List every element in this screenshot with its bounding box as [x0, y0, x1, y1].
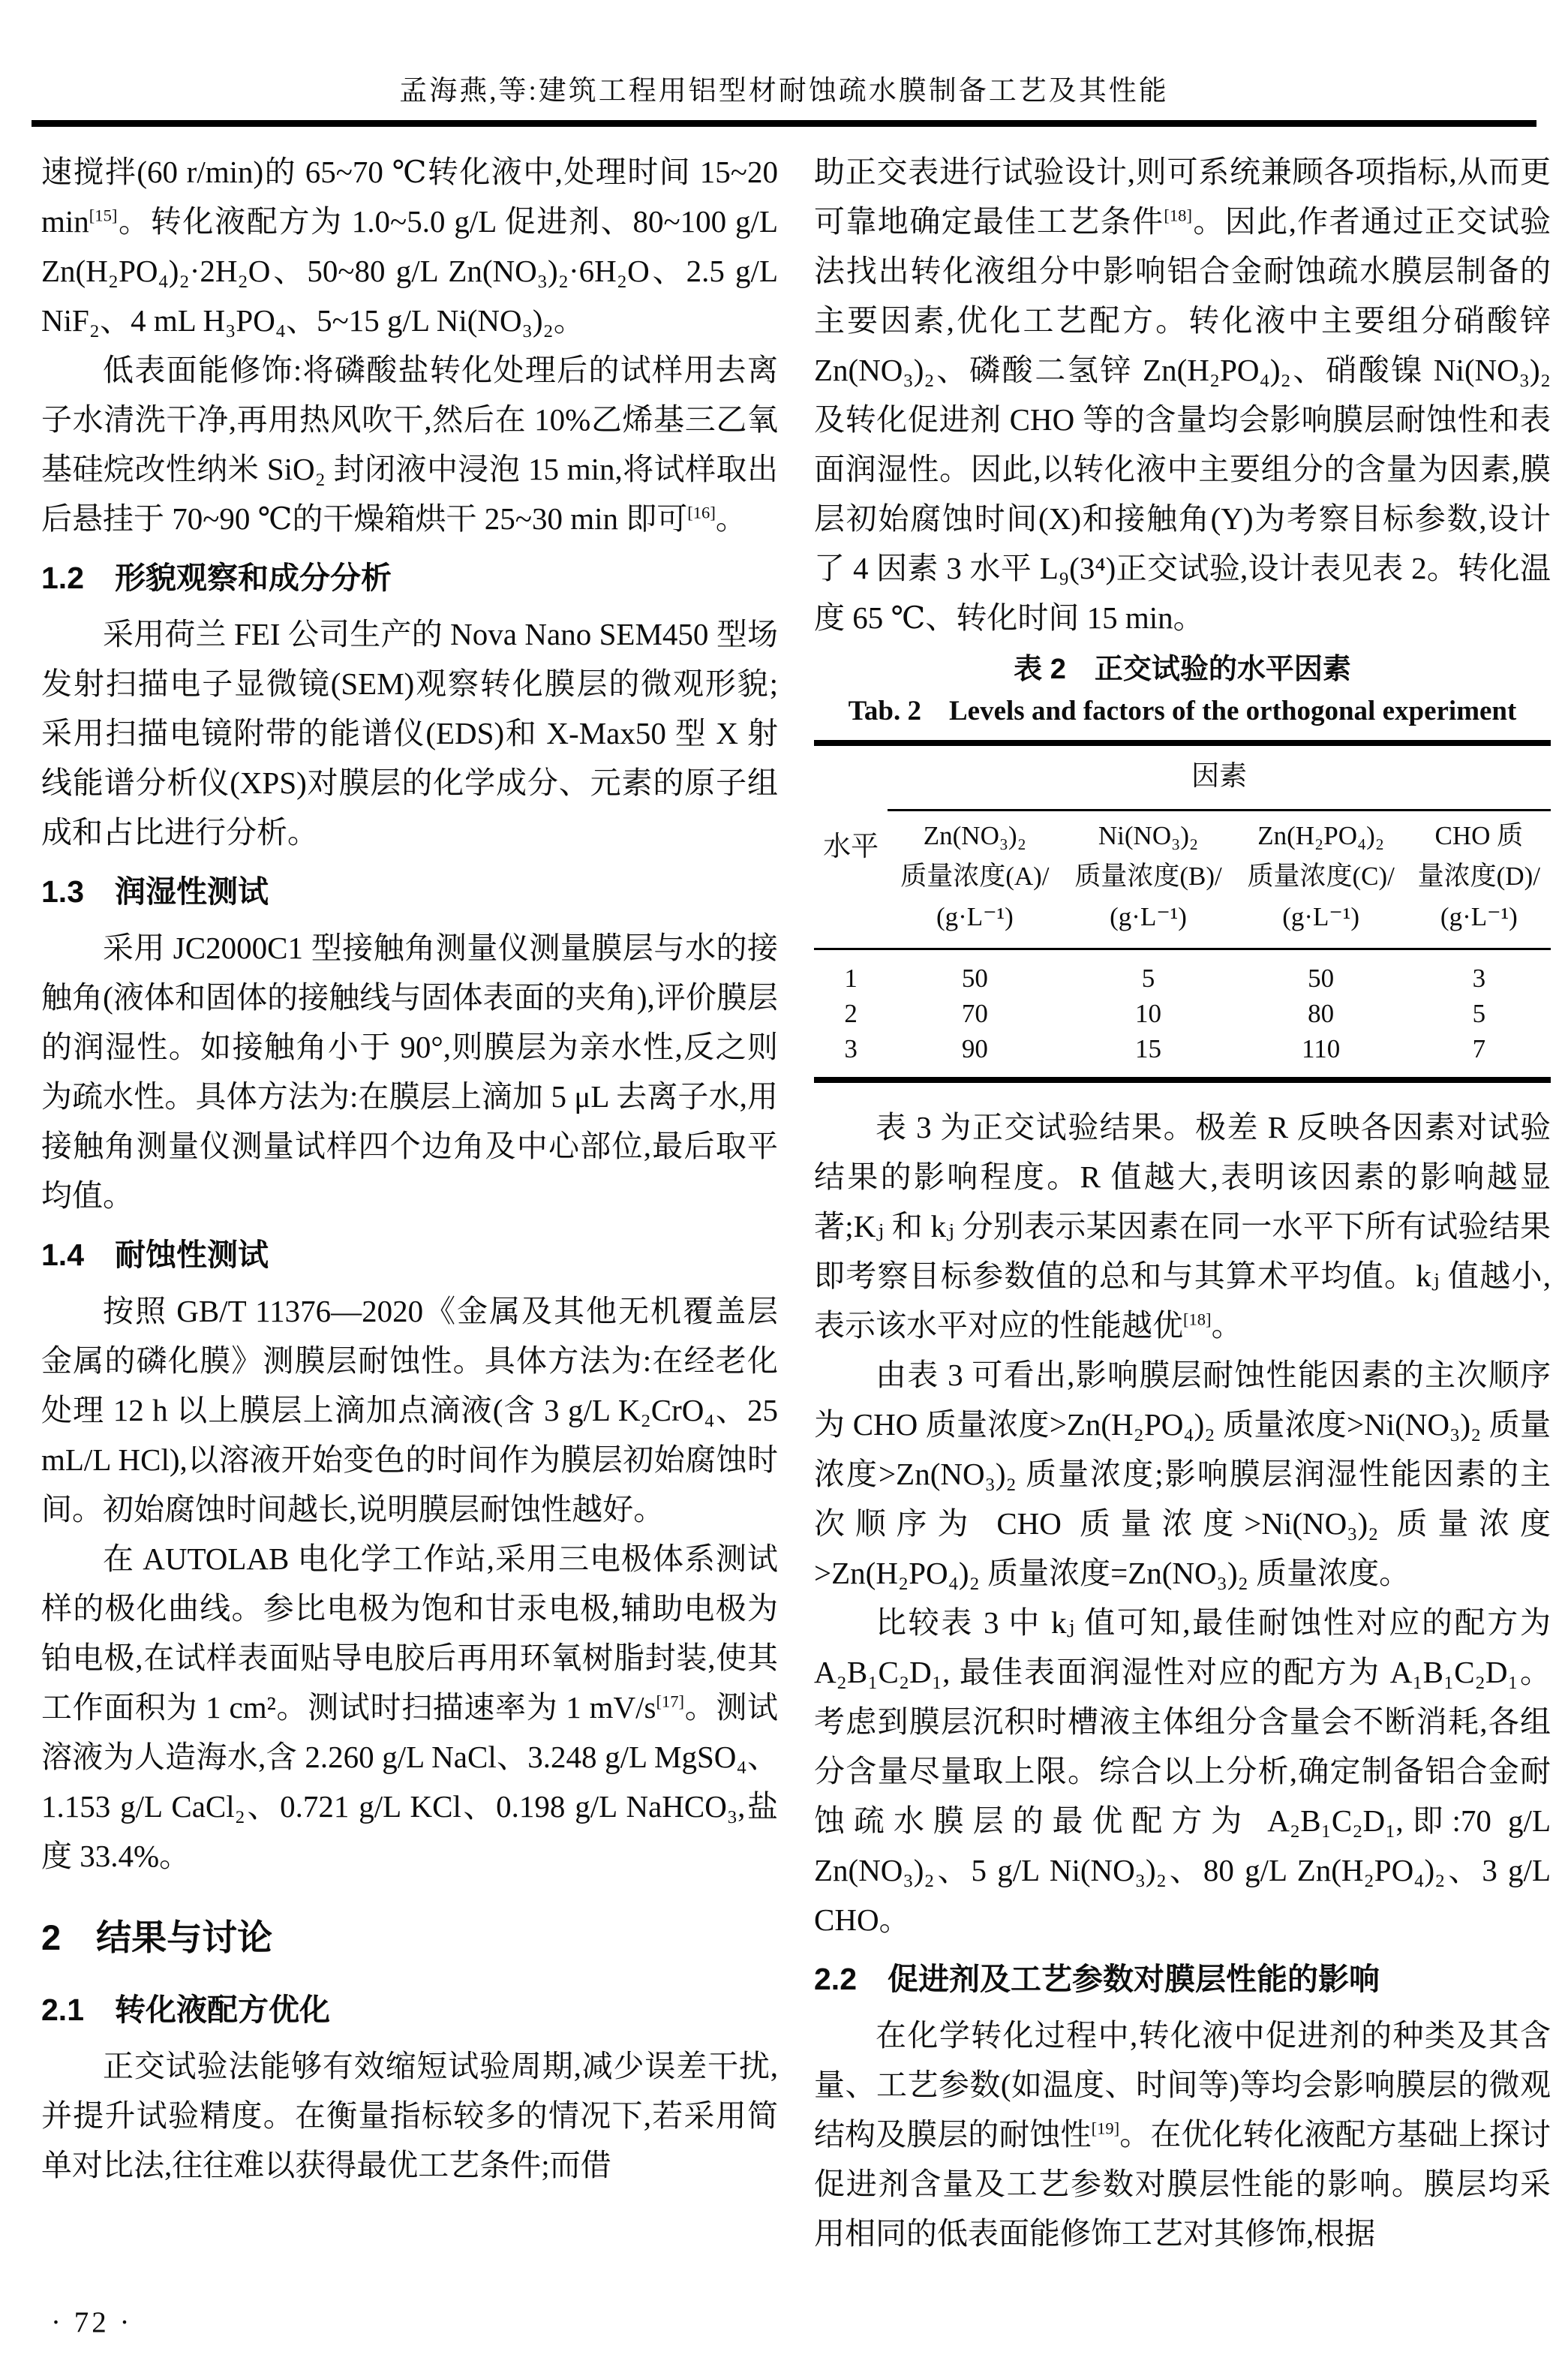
paragraph: 在 AUTOLAB 电化学工作站,采用三电极体系测试样的极化曲线。参比电极为饱和甘汞电极,辅助电极为铂电极,在试样表面贴导电胶后再用环氧树脂封装,使其工作面积为 1 cm²。测试时扫描速率为 1 mV/s[17]。测试溶液为人造海水,含 2.260 g/L NaCl、3.248 g/L MgSO₄、1.153 g/L CaCl₂、0.721 g/L KCl、0.198 g/L NaHCO₃,盐度 33.4%。 [41, 1541, 778, 1873]
paragraph: 助正交表进行试验设计,则可系统兼顾各项指标,从而更可靠地确定最佳工艺条件[18]。因此,作者通过正交试验法找出转化液组分中影响铝合金耐蚀疏水膜层制备的主要因素,优化工艺配方。转化液中主要组分硝酸锌 Zn(NO₃)₂、磷酸二氢锌 Zn(H₂PO₄)₂、硝酸镍 Ni(NO₃)₂ 及转化促进剂 CHO 等的含量均会影响膜层耐蚀性和表面润湿性。因此,以转化液中主要组分的含量为因素,膜层初始腐蚀时间(X)和接触角(Y)为考察目标参数,设计了 4 因素 3 水平 L₉(3⁴)正交试验,设计表见表 2。转化温度 65 ℃、转化时间 15 min。 [814, 155, 1551, 635]
header-rule [32, 120, 1536, 127]
table-row: 1 50 5 50 3 [844, 964, 1486, 993]
table2-caption-zh: 表 2 正交试验的水平因素 [1014, 654, 1351, 685]
table2-col-header-D: CHO 质 量浓度(D)/ (g·L⁻¹) [1407, 811, 1551, 949]
paragraph: 比较表 3 中 kⱼ 值可知,最佳耐蚀性对应的配方为 A₂B₁C₂D₁, 最佳表面润湿性对应的配方为 A₁B₁C₂D₁。考虑到膜层沉积时槽液主体组分含量会不断消耗,各组分含量尽量取上限。综合以上分析,确定制备铝合金耐蚀疏水膜层的最优配方为 A₂B₁C₂D₁,即:70 g/L Zn(NO₃)₂、5 g/L Ni(NO₃)₂、80 g/L Zn(H₂PO₄)₂、3 g/L CHO。 [814, 1605, 1551, 1937]
table-row [814, 811, 1551, 949]
left-column [41, 147, 778, 2190]
section-heading-1-4: 1.4 耐蚀性测试 [41, 1238, 269, 1272]
section-heading-1-2: 1.2 形貌观察和成分分析 [41, 561, 392, 595]
running-header: 孟海燕,等:建筑工程用铝型材耐蚀疏水膜制备工艺及其性能 [399, 76, 1169, 107]
right-column [814, 147, 1551, 2258]
paragraph: 按照 GB/T 11376—2020《金属及其他无机覆盖层 金属的磷化膜》测膜层耐蚀性。具体方法为:在经老化处理 12 h 以上膜层上滴加点滴液(含 3 g/L K₂CrO₄、25 mL/L HCl),以溶液开始变色的时间作为膜层初始腐蚀时间。初始腐蚀时间越长,说明膜层耐蚀性越好。 [41, 1294, 778, 1526]
section-heading-2: 2 结果与讨论 [41, 1917, 273, 1957]
table2-col-header-A: Zn(NO₃)₂ 质量浓度(A)/ (g·L⁻¹) [888, 811, 1062, 949]
table2-group-header: 因素 [888, 743, 1551, 811]
paragraph: 采用荷兰 FEI 公司生产的 Nova Nano SEM450 型场发射扫描电子显微镜(SEM)观察转化膜层的微观形貌;采用扫描电镜附带的能谱仪(EDS)和 X-Max50 型 X 射线能谱分析仪(XPS)对膜层的化学成分、元素的原子组成和占比进行分析。 [41, 617, 778, 850]
table-row: 3 90 15 110 7 [844, 1034, 1486, 1063]
paragraph: 采用 JC2000C1 型接触角测量仪测量膜层与水的接触角(液体和固体的接触线与固体表面的夹角),评价膜层的润湿性。如接触角小于 90°,则膜层为亲水性,反之则为疏水性。具体方法为:在膜层上滴加 5 μL 去离子水,用接触角测量仪测量试样四个边角及中心部位,最后取平均值。 [41, 931, 778, 1213]
paragraph: 在化学转化过程中,转化液中促进剂的种类及其含量、工艺参数(如温度、时间等)等均会影响膜层的微观结构及膜层的耐蚀性[19]。在优化转化液配方基础上探讨促进剂含量及工艺参数对膜层性能的影响。膜层均采用相同的低表面能修饰工艺对其修饰,根据 [814, 2018, 1551, 2251]
section-heading-1-3: 1.3 润湿性测试 [41, 874, 269, 909]
table2 [814, 740, 1551, 1083]
page-number: · 72 · [51, 2306, 133, 2338]
table2-level-header: 水平 [814, 743, 888, 949]
paragraph: 速搅拌(60 r/min)的 65~70 ℃转化液中,处理时间 15~20 min[15]。转化液配方为 1.0~5.0 g/L 促进剂、80~100 g/L Zn(H₂PO₄)₂·2H₂O、50~80 g/L Zn(NO₃)₂·6H₂O、2.5 g/L NiF₂、4 mL H₃PO₄、5~15 g/L Ni(NO₃)₂。 [41, 155, 778, 338]
paragraph: 表 3 为正交试验结果。极差 R 反映各因素对试验结果的影响程度。R 值越大,表明该因素的影响越显著;Kⱼ 和 kⱼ 分别表示某因素在同一水平下所有试验结果即考察目标参数值的总和与其算术平均值。kⱼ 值越小,表示该水平对应的性能越优[18]。 [814, 1110, 1551, 1343]
table2-col-header-C: Zn(H₂PO₄)₂ 质量浓度(C)/ (g·L⁻¹) [1235, 811, 1407, 949]
table-row: 2 70 10 80 5 [844, 999, 1486, 1028]
table2-caption-en: Tab. 2 Levels and factors of the orthogonal experiment [848, 696, 1517, 726]
paragraph: 由表 3 可看出,影响膜层耐蚀性能因素的主次顺序为 CHO 质量浓度>Zn(H₂PO₄)₂ 质量浓度>Ni(NO₃)₂ 质量浓度>Zn(NO₃)₂ 质量浓度;影响膜层润湿性能因素的主次顺序为 CHO 质量浓度>Ni(NO₃)₂ 质量浓度>Zn(H₂PO₄)₂ 质量浓度=Zn(NO₃)₂ 质量浓度。 [814, 1358, 1551, 1590]
table-row [814, 743, 1551, 811]
paragraph: 正交试验法能够有效缩短试验周期,减少误差干扰,并提升试验精度。在衡量指标较多的情况下,若采用简单对比法,往往难以获得最优工艺条件;而借 [41, 2049, 778, 2182]
section-heading-2-2: 2.2 促进剂及工艺参数对膜层性能的影响 [814, 1962, 1380, 1996]
section-heading-2-1: 2.1 转化液配方优化 [41, 1993, 330, 2027]
table2-col-header-B: Ni(NO₃)₂ 质量浓度(B)/ (g·L⁻¹) [1062, 811, 1235, 949]
paragraph: 低表面能修饰:将磷酸盐转化处理后的试样用去离子水清洗干净,再用热风吹干,然后在 10%乙烯基三乙氧基硅烷改性纳米 SiO₂ 封闭液中浸泡 15 min,将试样取出后悬挂于 70~90 ℃的干燥箱烘干 25~30 min 即可[16]。 [41, 353, 778, 536]
table2-block [814, 648, 1551, 1083]
